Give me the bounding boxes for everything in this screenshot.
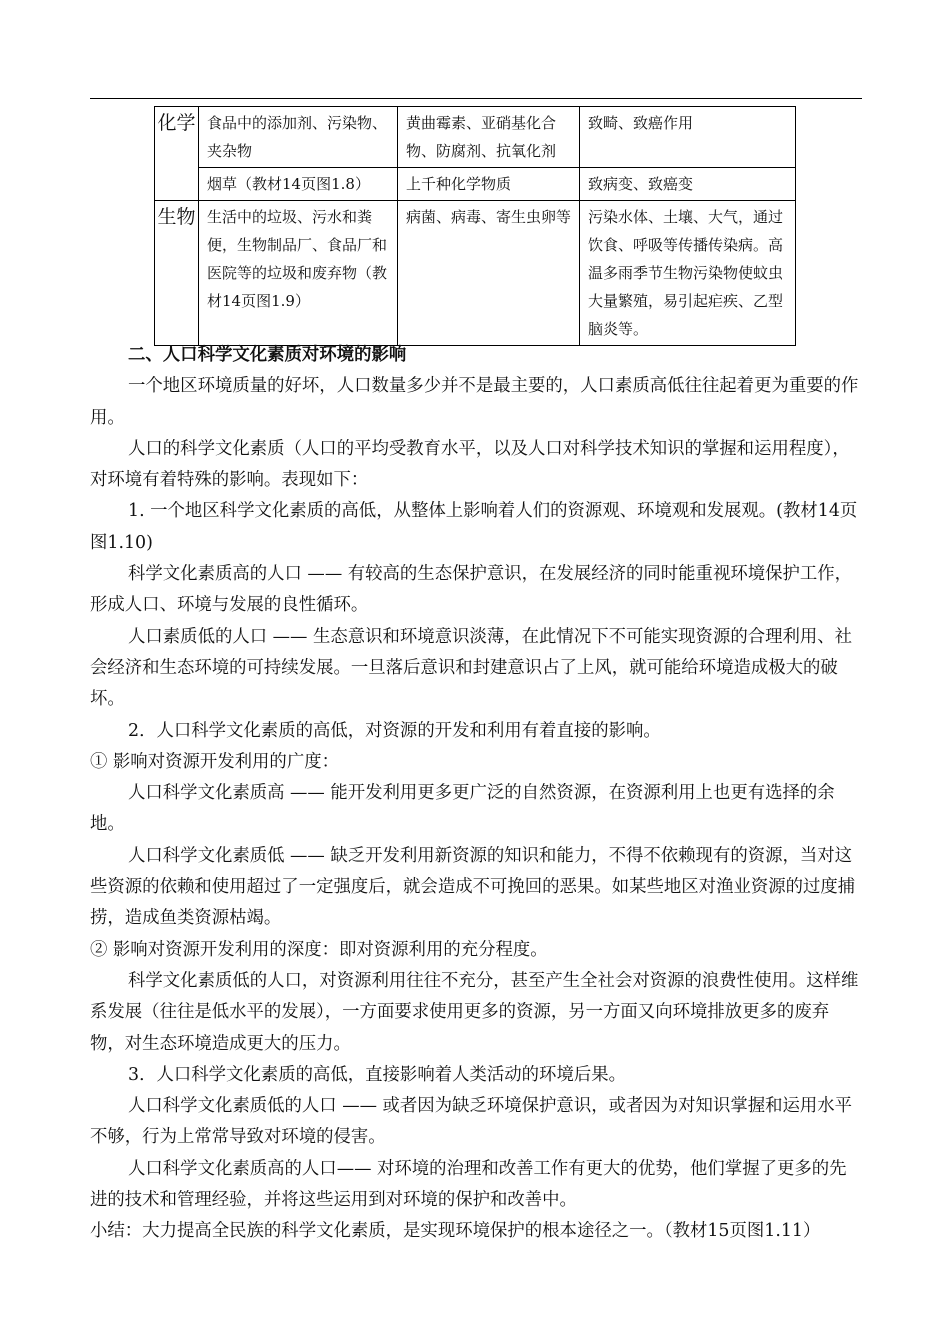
- section-body: [90, 340, 862, 1248]
- source-cell: 食品中的添加剂、污染物、夹杂物: [199, 107, 398, 168]
- table-row: [155, 201, 796, 346]
- paragraph: 人口科学文化素质低的人口 —— 或者因为缺乏环境保护意识，或者因为对知识掌握和运用水平不够，行为上常常导致对环境的侵害。: [90, 1096, 853, 1148]
- header-rule: [90, 98, 862, 99]
- summary: 小结：大力提高全民族的科学文化素质，是实现环境保护的根本途径之一。（教材15页图1.11）: [90, 1221, 821, 1242]
- paragraph: 2．人口科学文化素质的高低，对资源的开发和利用有着直接的影响。: [128, 720, 661, 741]
- table-row: [155, 168, 796, 201]
- effect-cell: 污染水体、土壤、大气，通过饮食、呼吸等传播传染病。高温多雨季节生物污染物使蚊虫大量繁殖，易引起疟疾、乙型脑炎等。: [580, 201, 796, 346]
- sub-heading: ② 影响对资源开发利用的深度：即对资源利用的充分程度。: [90, 939, 548, 960]
- source-cell: 生活中的垃圾、污水和粪便，生物制品厂、食品厂和医院等的垃圾和废弃物（教材14页图1.9）: [199, 201, 398, 346]
- paragraph: 人口的科学文化素质（人口的平均受教育水平，以及人口对科学技术知识的掌握和运用程度），对环境有着特殊的影响。表现如下：: [90, 438, 850, 491]
- category-cell: 生物: [155, 201, 199, 346]
- paragraph: 人口科学文化素质高 —— 能开发利用更多更广泛的自然资源，在资源利用上也更有选择的余地。: [90, 783, 835, 835]
- effect-cell: 致病变、致癌变: [580, 168, 796, 201]
- section-heading: 二、人口科学文化素质对环境的影响: [128, 345, 407, 365]
- category-cell: 化学: [155, 107, 199, 201]
- paragraph: 人口科学文化素质低 —— 缺乏开发利用新资源的知识和能力，不得不依赖现有的资源，当对这些资源的依赖和使用超过了一定强度后，就会造成不可挽回的恶果。如某些地区对渔业资源的过度捕捞，造成鱼类资源枯竭。: [90, 845, 856, 929]
- paragraph: 科学文化素质低的人口，对资源利用往往不充分，甚至产生全社会对资源的浪费性使用。这样维系发展（往往是低水平的发展），一方面要求使用更多的资源，另一方面又向环境排放更多的废弃物，对生态环境造成更大的压力。: [90, 970, 859, 1054]
- sub-heading: ① 影响对资源开发利用的广度：: [90, 751, 339, 772]
- paragraph: 人口科学文化素质高的人口—— 对环境的治理和改善工作有更大的优势，他们掌握了更多的先进的技术和管理经验，并将这些运用到对环境的保护和改善中。: [90, 1158, 847, 1211]
- paragraph: 科学文化素质高的人口 —— 有较高的生态保护意识，在发展经济的同时能重视环境保护工作，形成人口、环境与发展的良性循环。: [90, 564, 853, 616]
- pollutant-cell: 黄曲霉素、亚硝基化合物、防腐剂、抗氧化剂: [398, 107, 580, 168]
- table-row: [155, 107, 796, 168]
- pollutant-cell: 病菌、病毒、寄生虫卵等: [398, 201, 580, 346]
- pollution-table: [154, 106, 796, 346]
- source-cell: 烟草（教材14页图1.8）: [199, 168, 398, 201]
- pollutant-cell: 上千种化学物质: [398, 168, 580, 201]
- paragraph: 一个地区环境质量的好坏，人口数量多少并不是最主要的，人口素质高低往往起着更为重要的作用。: [90, 376, 859, 428]
- paragraph: 3．人口科学文化素质的高低，直接影响着人类活动的环境后果。: [128, 1064, 627, 1085]
- paragraph: 人口素质低的人口 —— 生态意识和环境意识淡薄，在此情况下不可能实现资源的合理利用、社会经济和生态环境的可持续发展。一旦落后意识和封建意识占了上风，就可能给环境造成极大的破坏。: [90, 626, 853, 710]
- paragraph: 1. 一个地区科学文化素质的高低，从整体上影响着人们的资源观、环境观和发展观。(教材14页图1.10): [90, 501, 858, 553]
- effect-cell: 致畸、致癌作用: [580, 107, 796, 168]
